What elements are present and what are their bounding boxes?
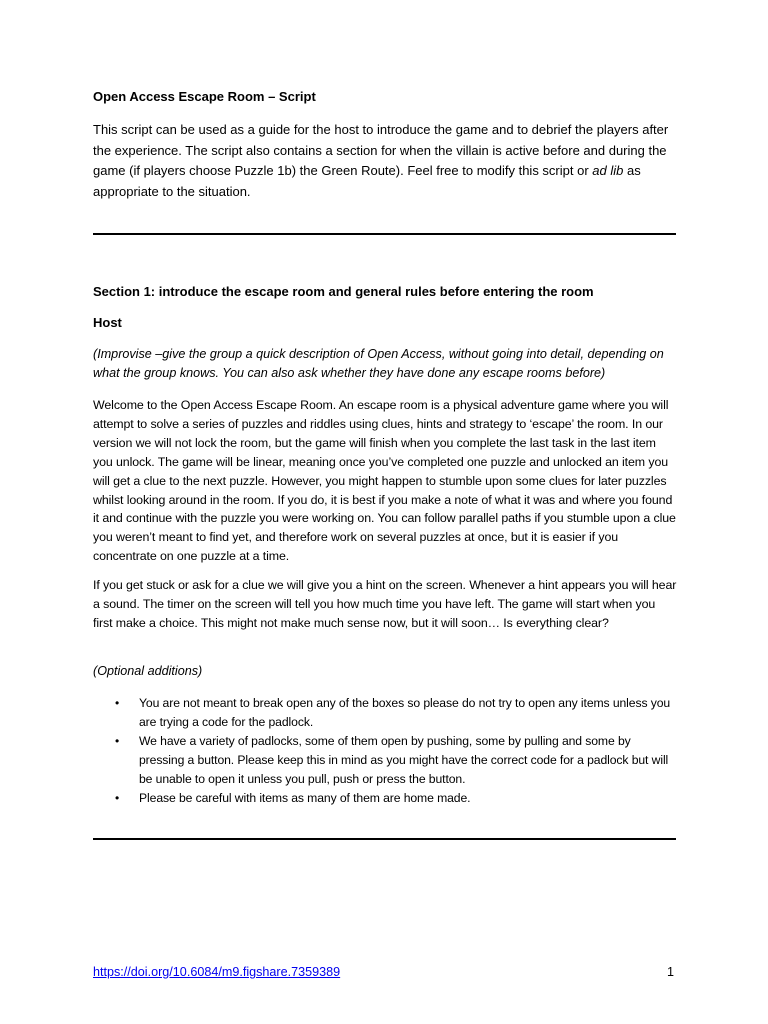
document-title: Open Access Escape Room – Script (93, 89, 316, 104)
doi-link[interactable]: https://doi.org/10.6084/m9.figshare.7359389 (93, 965, 341, 979)
bullet-icon: • (115, 696, 120, 710)
bullet-icon: • (115, 734, 120, 748)
list-item-text: You are not meant to break open any of the boxes so please do not try to open any items unless you are trying a code for the padlock. (139, 696, 671, 729)
optional-additions-list (93, 694, 677, 808)
speaker-label: Host (93, 315, 122, 330)
intro-emphasis: ad lib (592, 163, 624, 178)
list-item-text: Please be careful with items as many of them are home made. (139, 791, 471, 805)
bullet-icon: • (115, 791, 120, 805)
horizontal-divider-top (93, 233, 676, 235)
list-item-text: We have a variety of padlocks, some of them open by pushing, some by pulling and some by pressing a button. Please keep this in mind as you might have the correct code for a padlock but will be unable to open it unless you pull, push or press the button. (139, 734, 669, 786)
list-item (93, 789, 677, 808)
welcome-paragraph: Welcome to the Open Access Escape Room. An escape room is a physical adventure game where you will attempt to solve a series of puzzles and riddles using clues, hints and strategy to ‘escape’ the room. In our version we will not lock the room, but the game will finish when you complete the last task in the last item you unlock. The game will be linear, meaning once you’ve completed one puzzle and unlocked an item you will get a clue to the next puzzle. However, you might happen to stumble upon some clues for later puzzles whilst looking around in the room. If you do, it is best if you make a note of what it was and where you found it and continue with the puzzle you were working on. You can follow parallel paths if you stumble upon a clue you weren’t meant to find yet, and therefore work on several puzzles at once, but it is easier if you concentrate on one puzzle at a time. (93, 398, 676, 564)
intro-paragraph (93, 120, 677, 202)
page-number: 1 (667, 965, 675, 979)
intro-text-start: This script can be used as a guide for the host to introduce the game and to debrief the players after the experience. The script also contains a section for when the villain is active before and during the game (if players choose Puzzle 1b) the Green Route). Feel free to modify this script or (93, 122, 669, 178)
document-page (93, 0, 677, 1024)
intro-text-end: as appropriate to the situation. (93, 163, 641, 199)
optional-additions-label: (Optional additions) (93, 664, 203, 678)
horizontal-divider-bottom (93, 838, 676, 840)
hint-paragraph: If you get stuck or ask for a clue we will give you a hint on the screen. Whenever a hint appears you will hear a sound. The timer on the screen will tell you how much time you have left. The game will start when you first make a choice. This might not make much sense now, but it will soon… Is everything clear? (93, 578, 677, 630)
improvise-note: (Improvise –give the group a quick description of Open Access, without going into detail, depending on what the group knows. You can also ask whether they have done any escape rooms before) (93, 347, 664, 380)
list-item (93, 732, 677, 789)
section-heading: Section 1: introduce the escape room and general rules before entering the room (93, 284, 594, 299)
list-item (93, 694, 677, 732)
